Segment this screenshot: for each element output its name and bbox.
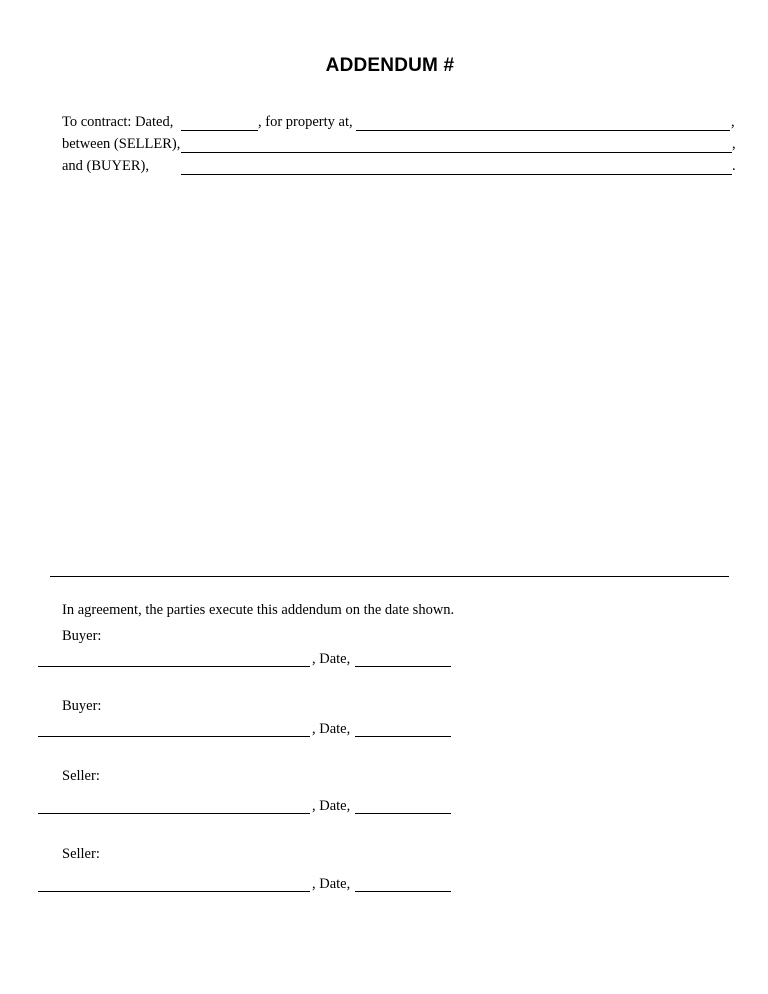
- agreement-statement: In agreement, the parties execute this addendum on the date shown.: [62, 602, 455, 618]
- section-divider: [50, 576, 729, 577]
- signer-role-label: Buyer:: [62, 698, 102, 714]
- buyer-label: and (BUYER),: [62, 158, 149, 174]
- signature-date-field[interactable]: [355, 736, 451, 737]
- signer-role-label: Seller:: [62, 846, 100, 862]
- signature-field[interactable]: [38, 736, 310, 737]
- buyer-name-field[interactable]: [181, 174, 732, 175]
- property-address-field[interactable]: [356, 130, 730, 131]
- signature-field[interactable]: [38, 666, 310, 667]
- property-comma: ,: [731, 114, 735, 130]
- date-label: , Date,: [312, 876, 351, 892]
- date-label: , Date,: [312, 651, 351, 667]
- contract-dated-label: To contract: Dated,: [62, 114, 174, 130]
- seller-name-field[interactable]: [181, 152, 732, 153]
- signature-field[interactable]: [38, 891, 310, 892]
- date-label: , Date,: [312, 798, 351, 814]
- signer-role-label: Seller:: [62, 768, 100, 784]
- property-label: , for property at,: [258, 114, 353, 130]
- signature-field[interactable]: [38, 813, 310, 814]
- seller-comma: ,: [732, 136, 736, 152]
- signer-role-label: Buyer:: [62, 628, 102, 644]
- signature-date-field[interactable]: [355, 891, 451, 892]
- signature-date-field[interactable]: [355, 813, 451, 814]
- buyer-period: .: [732, 158, 736, 174]
- document-title: ADDENDUM #: [325, 55, 455, 76]
- signature-date-field[interactable]: [355, 666, 451, 667]
- date-label: , Date,: [312, 721, 351, 737]
- contract-date-field[interactable]: [181, 130, 258, 131]
- addendum-body-area[interactable]: [50, 190, 730, 570]
- seller-label: between (SELLER),: [62, 136, 181, 152]
